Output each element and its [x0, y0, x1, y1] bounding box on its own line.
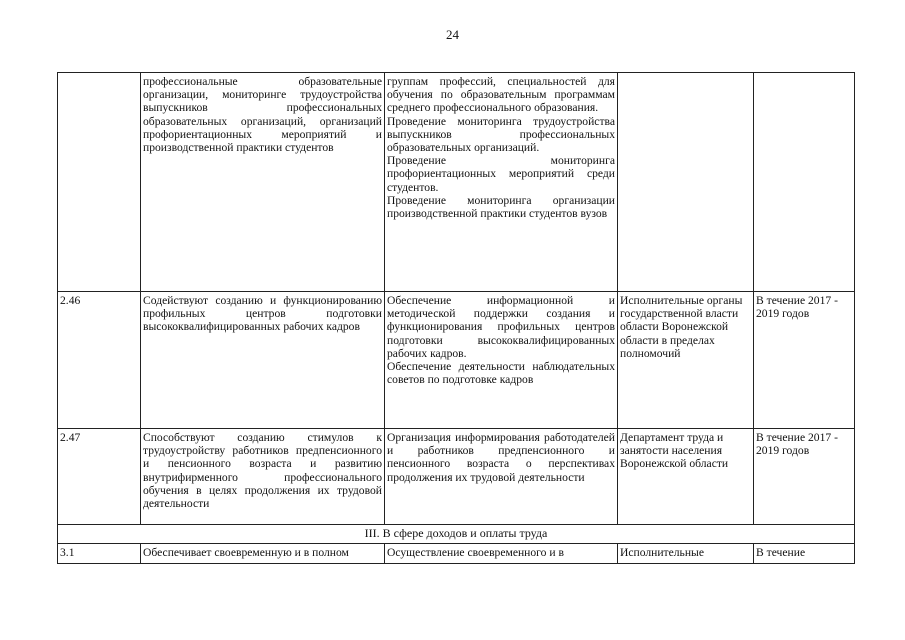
row-number: 2.47	[58, 429, 141, 525]
section-title: III. В сфере доходов и оплаты труда	[58, 525, 855, 544]
action-item: группам профессий, специальностей для обучения по образовательным программам среднего профессионального образования.	[387, 75, 615, 115]
actions-cell	[385, 292, 618, 429]
action-item: Проведение мониторинга профориентационных мероприятий среди студентов.	[387, 154, 615, 194]
responsible-cell	[618, 73, 754, 292]
action-item: Обеспечение деятельности наблюдательных советов по подготовке кадров	[387, 360, 615, 387]
participants-cell: Обеспечивает своевременную и в полном	[141, 544, 385, 564]
section-header-row	[58, 525, 855, 544]
table-row	[58, 429, 855, 525]
actions-cell	[385, 429, 618, 525]
actions-cell: Осуществление своевременного и в	[385, 544, 618, 564]
row-number: 3.1	[58, 544, 141, 564]
action-item: Организация информирования работодателей и работников предпенсионного и пенсионного возраста о перспективах продолжения их трудовой деятельности	[387, 431, 615, 484]
action-item: Проведение мониторинга организации производственной практики студентов вузов	[387, 193, 615, 221]
responsible-cell: Департамент труда и занятости населения Воронежской области	[618, 429, 754, 525]
participants-cell: профессиональные образовательные организации, мониторинге трудоустройства выпускников профессиональных образовательных организаций, организаций профориентационных мероприятий и производственной практики студентов	[141, 73, 385, 292]
row-number	[58, 73, 141, 292]
period-cell: В течение 2017 - 2019 годов	[754, 429, 855, 525]
table-row	[58, 73, 855, 292]
responsible-cell: Исполнительные	[618, 544, 754, 564]
action-item: Обеспечение информационной и методической поддержки создания и функционирования профильных центров подготовки высококвалифицированных рабочих кадров.	[387, 294, 615, 360]
participants-cell: Содействуют созданию и функционированию профильных центров подготовки высококвалифицированных рабочих кадров	[141, 292, 385, 429]
period-cell: В течение	[754, 544, 855, 564]
period-cell: В течение 2017 - 2019 годов	[754, 292, 855, 429]
row-number: 2.46	[58, 292, 141, 429]
actions-cell	[385, 73, 618, 292]
table-row	[58, 292, 855, 429]
measures-table	[57, 72, 855, 564]
period-cell	[754, 73, 855, 292]
page-number: 24	[446, 27, 459, 42]
participants-cell: Способствуют созданию стимулов к трудоустройству работников предпенсионного и пенсионного возраста и развитию внутрифирменного профессионального обучения в целях продолжения их трудовой деятельности	[141, 429, 385, 525]
action-item: Проведение мониторинга трудоустройства выпускников профессиональных образовательных организаций.	[387, 114, 615, 155]
responsible-cell: Исполнительные органы государственной власти области Воронежской области в пределах полномочий	[618, 292, 754, 429]
table-row	[58, 544, 855, 564]
